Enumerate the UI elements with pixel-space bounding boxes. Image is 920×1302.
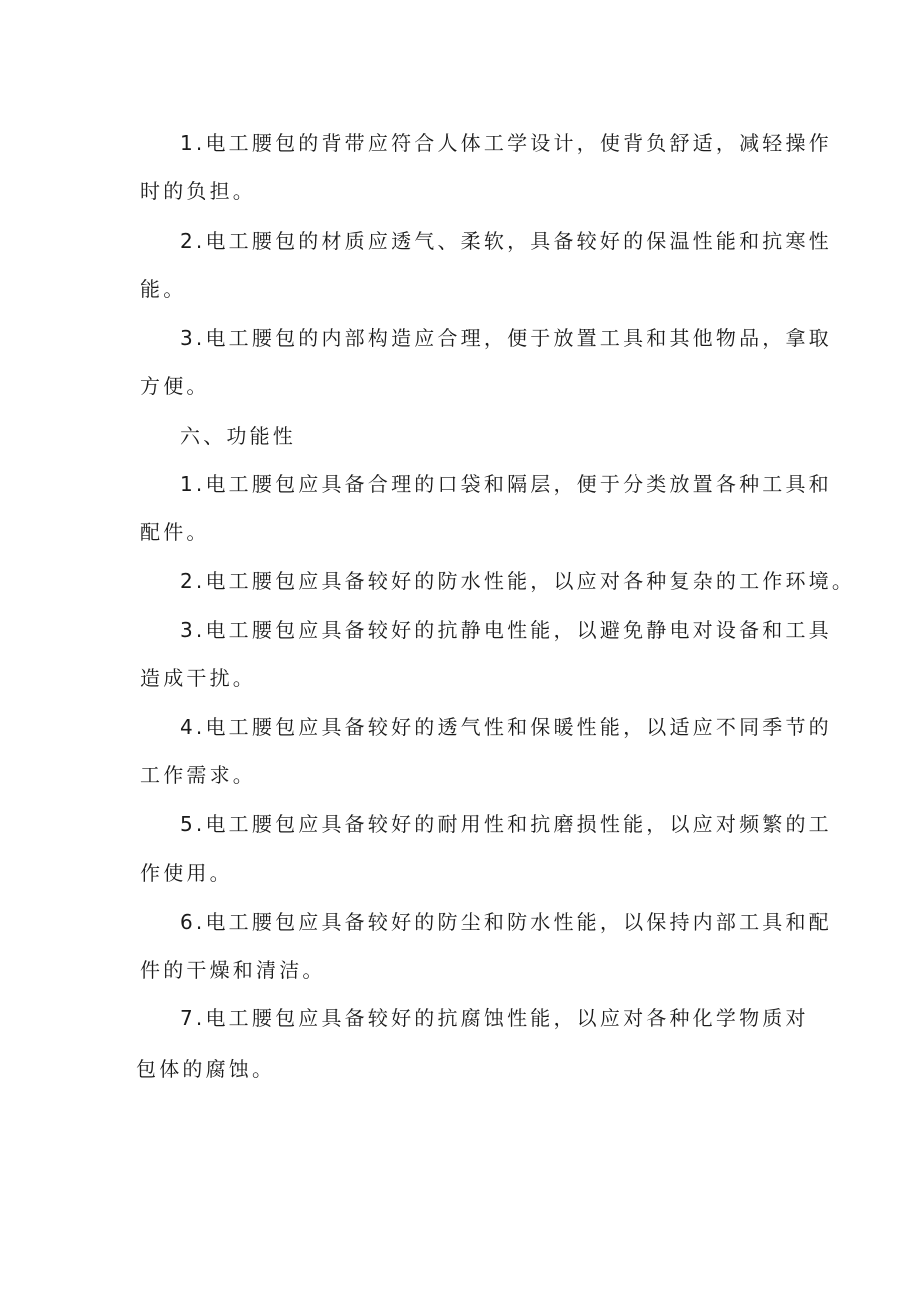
paragraph-line: 件的干燥和清洁。 — [140, 958, 326, 982]
paragraph-line: 7.电工腰包应具备较好的抗腐蚀性能，以应对各种化学物质对 — [180, 1006, 809, 1030]
paragraph-line: 3.电工腰包应具备较好的抗静电性能，以避免静电对设备和工具 — [180, 618, 832, 642]
paragraph-line: 工作需求。 — [140, 763, 256, 787]
paragraph-line: 方便。 — [140, 374, 210, 398]
paragraph-line: 能。 — [140, 277, 187, 301]
paragraph-line: 包体的腐蚀。 — [136, 1057, 276, 1081]
paragraph-line: 2.电工腰包应具备较好的防水性能，以应对各种复杂的工作环境。 — [180, 569, 856, 593]
paragraph-line: 作使用。 — [140, 861, 233, 885]
paragraph-line: 4.电工腰包应具备较好的透气性和保暖性能，以适应不同季节的 — [180, 715, 832, 739]
paragraph-line: 5.电工腰包应具备较好的耐用性和抗磨损性能，以应对频繁的工 — [180, 812, 832, 836]
section-heading: 六、功能性 — [180, 424, 296, 448]
paragraph-line: 1.电工腰包应具备合理的口袋和隔层，便于分类放置各种工具和 — [180, 472, 832, 496]
paragraph-line: 2.电工腰包的材质应透气、柔软，具备较好的保温性能和抗寒性 — [180, 229, 832, 253]
paragraph-line: 配件。 — [140, 520, 210, 544]
paragraph-line: 造成干扰。 — [140, 666, 256, 690]
paragraph-line: 时的负担。 — [140, 179, 256, 203]
paragraph-line: 1.电工腰包的背带应符合人体工学设计，使背负舒适，减轻操作 — [180, 131, 832, 155]
paragraph-line: 6.电工腰包应具备较好的防尘和防水性能，以保持内部工具和配 — [180, 910, 832, 934]
paragraph-line: 3.电工腰包的内部构造应合理，便于放置工具和其他物品，拿取 — [180, 326, 832, 350]
